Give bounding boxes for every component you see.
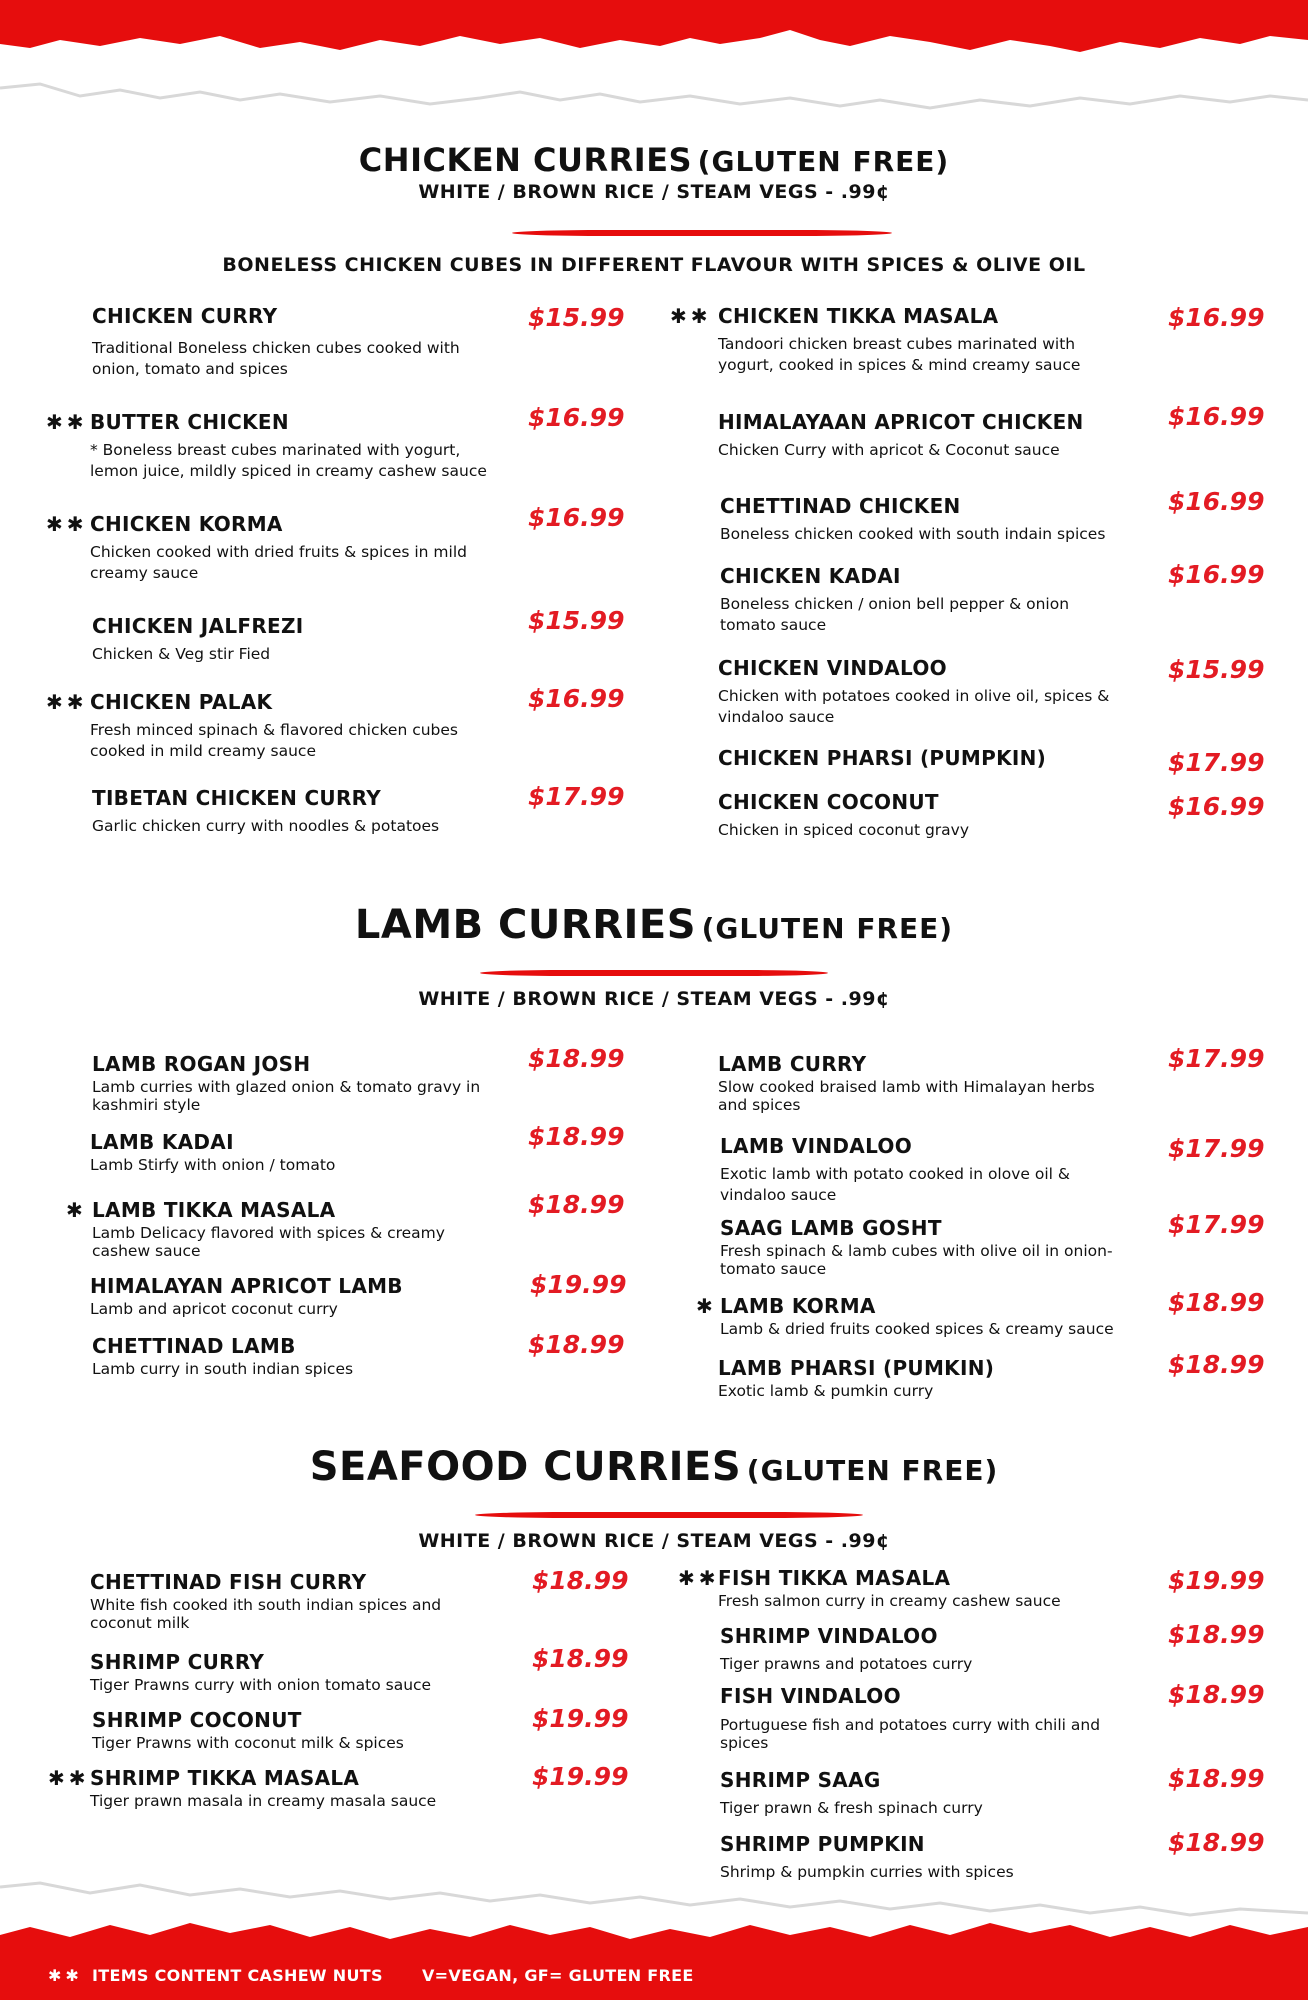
menu-item	[718, 790, 1118, 841]
item-price: $18.99	[1168, 1680, 1265, 1709]
menu-item	[718, 656, 1118, 728]
menu-item	[90, 512, 470, 584]
item-price: $17.99	[1168, 1210, 1265, 1239]
menu-item	[720, 1768, 1120, 1819]
item-description: Lamb Stirfy with onion / tomato	[90, 1156, 336, 1174]
menu-item	[90, 1130, 490, 1174]
item-name: FISH VINDALOO	[720, 1684, 901, 1708]
menu-item	[92, 1198, 492, 1260]
cashew-marker-icon: ✱✱	[670, 304, 712, 328]
item-name: LAMB TIKKA MASALA	[92, 1198, 336, 1222]
item-description: Chicken in spiced coconut gravy	[718, 821, 970, 839]
item-price: $18.99	[532, 1644, 629, 1673]
item-price: $17.99	[1168, 748, 1265, 777]
item-price: $15.99	[528, 606, 625, 635]
item-price: $18.99	[1168, 1620, 1265, 1649]
menu-item	[92, 1708, 492, 1752]
cashew-marker-icon: ✱✱	[46, 410, 88, 434]
item-price: $16.99	[528, 503, 625, 532]
item-name: SHRIMP VINDALOO	[720, 1624, 938, 1648]
item-description: Tiger prawn masala in creamy masala sauce	[90, 1792, 437, 1810]
item-description: Tiger Prawns curry with onion tomato sauce	[90, 1676, 432, 1694]
cashew-marker-icon: ✱✱	[48, 1966, 83, 1985]
menu-item	[90, 1766, 490, 1810]
menu-item	[92, 786, 472, 837]
section-title-chicken	[0, 141, 1308, 179]
menu-item	[720, 1294, 1140, 1338]
section-title-main: LAMB CURRIES	[354, 902, 697, 948]
item-description: Tiger prawns and potatoes curry	[720, 1655, 973, 1673]
menu-item	[720, 494, 1120, 545]
menu-item	[92, 1334, 492, 1378]
item-description: Tandoori chicken breast cubes marinated with yogurt, cooked in spices & mind creamy sauce	[718, 335, 1081, 374]
menu-item	[90, 1650, 490, 1694]
cashew-marker-icon: ✱	[696, 1294, 717, 1318]
item-name: LAMB CURRY	[718, 1052, 867, 1076]
item-description: Lamb curries with glazed onion & tomato gravy in kashmiri style	[92, 1078, 481, 1114]
footer-legend: V=VEGAN, GF= GLUTEN FREE	[422, 1966, 694, 1985]
menu-item	[718, 304, 1118, 376]
section-note-chicken: BONELESS CHICKEN CUBES IN DIFFERENT FLAVOUR WITH SPICES & OLIVE OIL	[222, 254, 1086, 276]
item-name: SHRIMP CURRY	[90, 1650, 265, 1674]
item-description: * Boneless breast cubes marinated with yogurt, lemon juice, mildly spiced in creamy cashew sauce	[90, 441, 487, 480]
menu-item	[720, 1684, 1120, 1752]
item-description: Exotic lamb with potato cooked in olove oil & vindaloo sauce	[720, 1165, 1070, 1204]
item-name: SHRIMP PUMPKIN	[720, 1832, 925, 1856]
item-description: Lamb & dried fruits cooked spices & creamy sauce	[720, 1320, 1114, 1338]
section-subtitle-lamb: WHITE / BROWN RICE / STEAM VEGS - .99¢	[418, 988, 890, 1010]
section-subtitle-seafood: WHITE / BROWN RICE / STEAM VEGS - .99¢	[418, 1530, 890, 1552]
item-price: $19.99	[530, 1270, 627, 1299]
item-price: $17.99	[1168, 1044, 1265, 1073]
menu-item	[718, 1052, 1118, 1114]
item-name: LAMB ROGAN JOSH	[92, 1052, 311, 1076]
item-name: CHICKEN PALAK	[90, 690, 273, 714]
item-price: $16.99	[1168, 402, 1265, 431]
menu-item	[90, 410, 490, 482]
item-description: Portuguese fish and potatoes curry with chili and spices	[720, 1716, 1101, 1752]
item-price: $18.99	[1168, 1288, 1265, 1317]
item-name: CHICKEN PHARSI (PUMPKIN)	[718, 746, 1047, 770]
item-price: $18.99	[1168, 1764, 1265, 1793]
item-name: CHICKEN VINDALOO	[718, 656, 947, 680]
menu-item	[720, 1624, 1120, 1675]
item-name: LAMB KADAI	[90, 1130, 234, 1154]
item-name: CHICKEN KADAI	[720, 564, 901, 588]
item-description: Lamb curry in south indian spices	[92, 1360, 354, 1378]
item-name: HIMALAYAN APRICOT LAMB	[90, 1274, 403, 1298]
item-description: Fresh minced spinach & flavored chicken cubes cooked in mild creamy sauce	[90, 721, 458, 760]
item-price: $17.99	[1168, 1134, 1265, 1163]
menu-item	[90, 1274, 490, 1318]
menu-item	[90, 1570, 490, 1632]
red-brush-divider	[512, 230, 892, 236]
menu-item	[718, 1566, 1118, 1610]
item-price: $18.99	[528, 1190, 625, 1219]
item-name: SHRIMP COCONUT	[92, 1708, 302, 1732]
menu-item	[90, 690, 470, 762]
section-title-lamb	[0, 902, 1308, 948]
item-price: $19.99	[532, 1704, 629, 1733]
item-name: LAMB VINDALOO	[720, 1134, 913, 1158]
item-description: White fish cooked ith south indian spices and coconut milk	[90, 1596, 442, 1632]
item-description: Boneless chicken / onion bell pepper & onion tomato sauce	[720, 595, 1070, 634]
section-title-tag: (GLUTEN FREE)	[746, 1454, 999, 1487]
item-description: Fresh spinach & lamb cubes with olive oil in onion-tomato sauce	[720, 1242, 1113, 1278]
item-price: $16.99	[1168, 303, 1265, 332]
item-price: $18.99	[532, 1566, 629, 1595]
item-description: Chicken Curry with apricot & Coconut sauce	[718, 441, 1060, 459]
item-price: $16.99	[1168, 487, 1265, 516]
section-title-main: SEAFOOD CURRIES	[309, 1444, 742, 1490]
item-price: $18.99	[528, 1330, 625, 1359]
item-price: $18.99	[1168, 1828, 1265, 1857]
item-description: Tiger prawn & fresh spinach curry	[720, 1799, 983, 1817]
menu-item	[718, 410, 1118, 461]
item-price: $15.99	[528, 303, 625, 332]
item-name: CHETTINAD LAMB	[92, 1334, 296, 1358]
item-name: LAMB PHARSI (PUMKIN)	[718, 1356, 995, 1380]
menu-item	[92, 614, 472, 665]
item-price: $16.99	[1168, 792, 1265, 821]
cashew-marker-icon: ✱✱	[48, 1766, 90, 1790]
cashew-marker-icon: ✱	[66, 1198, 87, 1222]
item-name: CHICKEN TIKKA MASALA	[718, 304, 999, 328]
item-description: Lamb and apricot coconut curry	[90, 1300, 338, 1318]
item-description: Slow cooked braised lamb with Himalayan herbs and spices	[718, 1078, 1095, 1114]
item-description: Traditional Boneless chicken cubes cooked with onion, tomato and spices	[92, 339, 460, 378]
item-description: Chicken with potatoes cooked in olive oil, spices & vindaloo sauce	[718, 687, 1110, 726]
item-price: $19.99	[532, 1762, 629, 1791]
cashew-marker-icon: ✱✱	[46, 690, 88, 714]
item-name: SHRIMP TIKKA MASALA	[90, 1766, 360, 1790]
item-description: Chicken cooked with dried fruits & spices in mild creamy sauce	[90, 543, 467, 582]
menu-item	[720, 1134, 1120, 1206]
red-brush-divider	[475, 1512, 863, 1518]
cashew-marker-icon: ✱✱	[46, 512, 88, 536]
section-title-tag: (GLUTEN FREE)	[701, 912, 954, 945]
item-name: BUTTER CHICKEN	[90, 410, 289, 434]
menu-item	[718, 746, 1118, 770]
item-price: $16.99	[528, 403, 625, 432]
item-price: $19.99	[1168, 1566, 1265, 1595]
cashew-marker-icon: ✱✱	[678, 1566, 720, 1590]
item-description: Lamb Delicacy flavored with spices & creamy cashew sauce	[92, 1224, 445, 1260]
section-title-main: CHICKEN CURRIES	[358, 141, 693, 179]
section-title-tag: (GLUTEN FREE)	[697, 145, 950, 178]
item-name: HIMALAYAAN APRICOT CHICKEN	[718, 410, 1084, 434]
item-name: CHICKEN KORMA	[90, 512, 283, 536]
item-name: CHICKEN CURRY	[92, 304, 278, 328]
item-description: Exotic lamb & pumkin curry	[718, 1382, 934, 1400]
item-description: Garlic chicken curry with noodles & potatoes	[92, 817, 440, 835]
menu-item	[720, 1216, 1120, 1278]
item-name: TIBETAN CHICKEN CURRY	[92, 786, 382, 810]
torn-paper-top-border	[0, 0, 1308, 135]
item-name: CHETTINAD CHICKEN	[720, 494, 961, 518]
item-price: $17.99	[528, 782, 625, 811]
section-title-seafood	[0, 1444, 1308, 1490]
item-price: $18.99	[1168, 1350, 1265, 1379]
item-description: Tiger Prawns with coconut milk & spices	[92, 1734, 404, 1752]
item-description: Boneless chicken cooked with south indain spices	[720, 525, 1106, 543]
menu-item	[92, 1052, 492, 1114]
menu-item	[92, 304, 472, 380]
item-name: CHICKEN COCONUT	[718, 790, 939, 814]
menu-item	[718, 1356, 1118, 1400]
item-price: $15.99	[1168, 655, 1265, 684]
item-price: $18.99	[528, 1122, 625, 1151]
item-name: CHICKEN JALFREZI	[92, 614, 304, 638]
item-description: Chicken & Veg stir Fied	[92, 645, 271, 663]
red-brush-divider	[480, 970, 828, 976]
item-name: CHETTINAD FISH CURRY	[90, 1570, 367, 1594]
item-name: LAMB KORMA	[720, 1294, 876, 1318]
menu-item	[720, 564, 1120, 636]
item-price: $16.99	[528, 684, 625, 713]
item-price: $16.99	[1168, 560, 1265, 589]
item-price: $18.99	[528, 1044, 625, 1073]
item-name: FISH TIKKA MASALA	[718, 1566, 951, 1590]
item-description: Shrimp & pumpkin curries with spices	[720, 1863, 1014, 1881]
item-name: SHRIMP SAAG	[720, 1768, 881, 1792]
menu-item	[720, 1832, 1120, 1883]
item-description: Fresh salmon curry in creamy cashew sauce	[718, 1592, 1061, 1610]
footer-cashew-note: ITEMS CONTENT CASHEW NUTS	[92, 1966, 383, 1985]
section-subtitle-chicken: WHITE / BROWN RICE / STEAM VEGS - .99¢	[418, 181, 890, 203]
item-name: SAAG LAMB GOSHT	[720, 1216, 942, 1240]
